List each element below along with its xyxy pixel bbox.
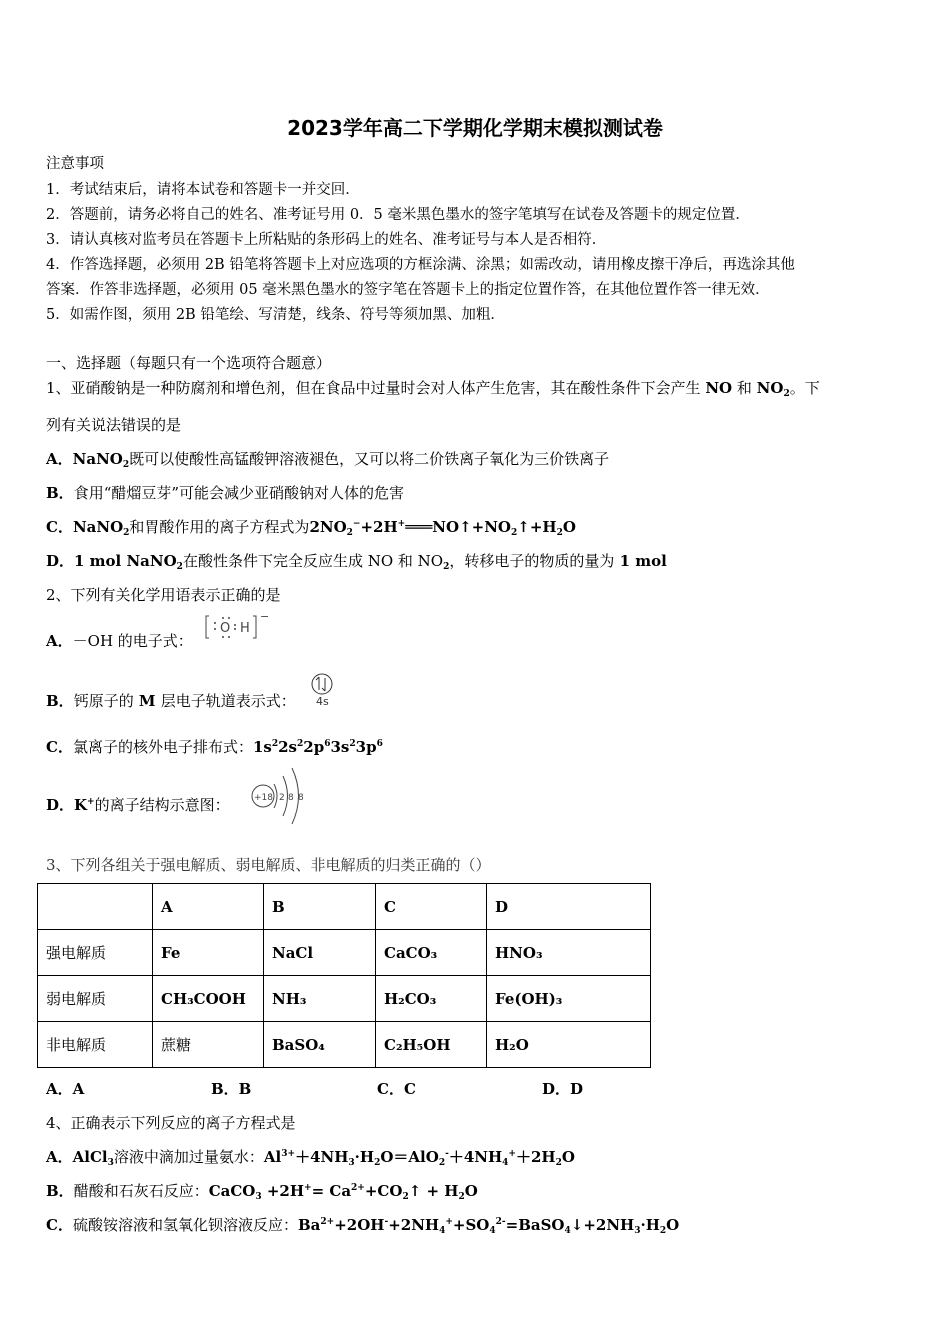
table-row [38, 930, 651, 976]
table-cell: 弱电解质 [38, 976, 153, 1022]
table-cell: H₂CO₃ [376, 976, 487, 1022]
orbital-diagram-icon [308, 672, 340, 708]
svg-text:+18: +18 [254, 793, 273, 803]
svg-text:4s: 4s [316, 695, 329, 708]
table-cell: Fe(OH)₃ [487, 976, 651, 1022]
note-item: 答案．作答非选择题，必须用 05 毫米黑色墨水的签字笔在答题卡上的指定位置作答，在其他位置作答一律无效． [46, 282, 770, 298]
electrolyte-table [37, 883, 651, 1068]
q4-option-c: C．硫酸铵溶液和氢氧化钡溶液反应：$Ba^{2+}+2OH^-+2NH_4^++SO_4^{2-}=BaSO_4↓+2NH_3\cdot H_2O$ [46, 1216, 680, 1236]
note-item: 1．考试结束后，请将本试卷和答题卡一并交回． [46, 182, 360, 198]
note-item: 3．请认真核对监考员在答题卡上所粘贴的条形码上的姓名、准考证号与本人是否相符． [46, 232, 607, 248]
q2-option-b: B．钙原子的 M 层电子轨道表示式： [46, 692, 296, 710]
q2-stem: 2、下列有关化学用语表示正确的是 [46, 586, 281, 604]
table-header: A [153, 884, 264, 930]
q1-option-d: D．1 mol NaNO$_2$在酸性条件下完全反应生成 NO 和 $NO_2$，转移电子的物质的量为 1 mol [46, 552, 667, 572]
table-header: C [376, 884, 487, 930]
ion-structure-diagram-icon [250, 764, 310, 828]
q1-option-a: A．NaNO$_2$既可以使酸性高锰酸钾溶液褪色，又可以将二价铁离子氧化为三价铁离子 [46, 450, 610, 470]
q3-answer-b: B．B [211, 1080, 252, 1098]
table-cell [38, 884, 153, 930]
table-cell: H₂O [487, 1022, 651, 1068]
table-row [38, 884, 651, 930]
note-item: 4．作答选择题，必须用 2B 铅笔将答题卡上对应选项的方框涂满、涂黑；如需改动，请用橡皮擦干净后，再选涂其他 [46, 257, 795, 273]
table-cell: HNO₃ [487, 930, 651, 976]
q2-option-c: C．氯离子的核外电子排布式：$1s^22s^22p^63s^23p^6$ [46, 738, 383, 756]
table-cell: CaCO₃ [376, 930, 487, 976]
q3-answer-c: C．C [377, 1080, 416, 1098]
q1-stem-cont: 列有关说法错误的是 [46, 416, 182, 434]
table-cell: BaSO₄ [264, 1022, 376, 1068]
svg-text:2: 2 [279, 793, 285, 803]
table-header: B [264, 884, 376, 930]
table-cell: Fe [153, 930, 264, 976]
table-cell: NH₃ [264, 976, 376, 1022]
page-title: 2023学年高二下学期化学期末模拟测试卷 [287, 116, 663, 140]
q1-option-b: B．食用“醋熘豆芽”可能会减少亚硝酸钠对人体的危害 [46, 484, 405, 502]
table-row [38, 976, 651, 1022]
note-item: 2．答题前，请务必将自己的姓名、准考证号用 0．5 毫米黑色墨水的签字笔填写在试卷及答题卡的规定位置． [46, 207, 750, 223]
q3-answer-d: D．D [542, 1080, 584, 1098]
svg-text:H: H [240, 621, 250, 636]
table-header: D [487, 884, 651, 930]
table-cell: 非电解质 [38, 1022, 153, 1068]
svg-text:8: 8 [298, 793, 304, 803]
svg-text:O: O [220, 621, 231, 636]
q3-answer-a: A．A [46, 1080, 85, 1098]
table-cell: CH₃COOH [153, 976, 264, 1022]
q2-option-a: A．－OH 的电子式： [46, 632, 193, 650]
q4-stem: 4、正确表示下列反应的离子方程式是 [46, 1114, 296, 1132]
note-item: 5．如需作图，须用 2B 铅笔绘、写清楚，线条、符号等须加黑、加粗． [46, 307, 505, 323]
q2-option-d: D．K+的离子结构示意图： [46, 796, 230, 814]
section-heading: 一、选择题（每题只有一个选项符合题意） [46, 354, 332, 372]
table-cell: C₂H₅OH [376, 1022, 487, 1068]
svg-text:−: − [260, 612, 270, 623]
table-cell: 蔗糖 [153, 1022, 264, 1068]
table-cell: 强电解质 [38, 930, 153, 976]
q3-stem: 3、下列各组关于强电解质、弱电解质、非电解质的归类正确的（） [46, 856, 491, 874]
table-cell: NaCl [264, 930, 376, 976]
q1-stem: 1、亚硝酸钠是一种防腐剂和增色剂，但在食品中过量时会对人体产生危害，其在酸性条件下会产生 NO 和 $NO_2$。下 [46, 379, 820, 399]
q4-option-a: A．AlCl$_3$溶液中滴加过量氨水：$Al^{3+}+4NH_3\cdot H_2O=AlO_2^-+4NH_4^++2H_2O$ [46, 1148, 575, 1168]
hydroxide-electron-formula-icon [203, 612, 273, 642]
q1-option-c: C．NaNO$_2$和胃酸作用的离子方程式为$2NO_2^-+2H^+═══NO↑+NO_2↑+H_2O$ [46, 518, 576, 538]
table-row [38, 1022, 651, 1068]
notes-heading: 注意事项 [46, 156, 104, 172]
svg-text:8: 8 [288, 793, 294, 803]
q4-option-b: B．醋酸和石灰石反应：CaCO$_3$ $+2H^+= Ca^{2+}+CO_2↑ + H_2O$ [46, 1182, 478, 1202]
